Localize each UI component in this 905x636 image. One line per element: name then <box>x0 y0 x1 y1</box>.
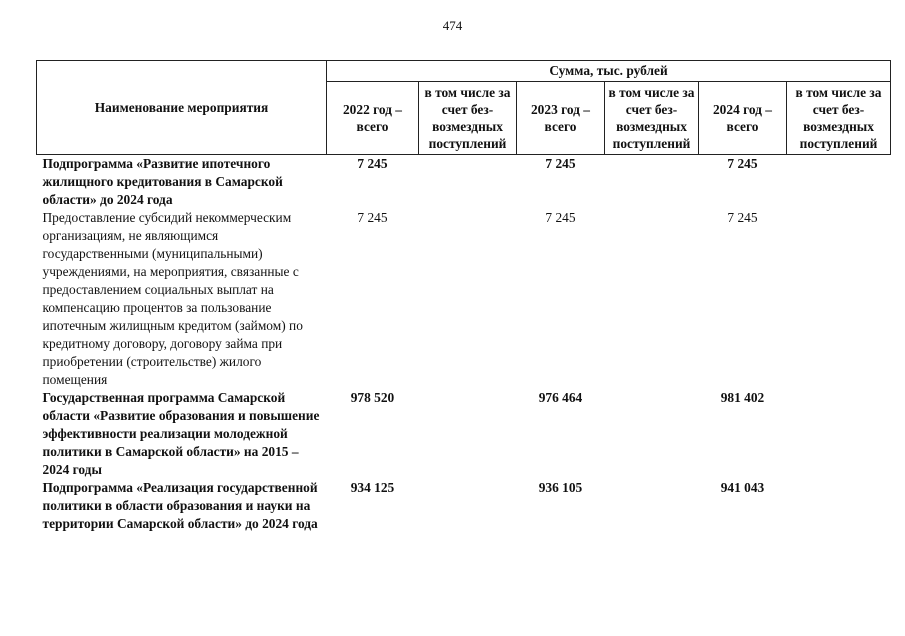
value-2022-total: 934 125 <box>350 480 395 495</box>
table-row <box>37 155 891 210</box>
column-header-2022-grants: в том числе за счет без-возмездных поступлений <box>419 82 517 155</box>
name-column-header: Наименование мероприятия <box>37 61 327 155</box>
value-2023-total: 936 105 <box>538 480 583 495</box>
value-2023-grants <box>605 209 699 389</box>
value-2022-grants <box>419 209 517 389</box>
table-row <box>37 479 891 533</box>
value-2023-total: 7 245 <box>545 156 576 171</box>
value-2024-total: 941 043 <box>720 480 765 495</box>
value-2024-total: 981 402 <box>720 390 765 405</box>
row-name: Предоставление субсидий некоммерческим организациям, не являющимся государственными (муниципальными) учреждениями, на мероприятия, связанные с предоставлением социальных выплат на компенсацию процентов за пользование ипотечным жилищным кредитом (займом) по кредитному договору, договору займа при приобретении (строительстве) жилого помещения <box>42 210 303 387</box>
budget-table <box>36 60 891 533</box>
value-2022-total: 7 245 <box>357 210 388 225</box>
value-2024-grants <box>787 209 891 389</box>
column-header-2024-grants: в том числе за счет без-возмездных поступлений <box>787 82 891 155</box>
column-header-2023-total: 2023 год – всего <box>517 82 605 155</box>
value-2024-total: 7 245 <box>727 210 758 225</box>
column-header-2023-grants: в том числе за счет без-возмездных поступлений <box>605 82 699 155</box>
value-2022-total: 7 245 <box>357 156 388 171</box>
value-2023-grants <box>605 389 699 479</box>
row-name: Государственная программа Самарской области «Развитие образования и повышение эффективности реализации молодежной политики в Самарской области» на 2015 – 2024 годы <box>42 390 320 477</box>
table-header <box>37 61 891 155</box>
table-row <box>37 389 891 479</box>
value-2024-grants <box>787 389 891 479</box>
value-2022-total: 978 520 <box>350 390 395 405</box>
row-name: Подпрограмма «Реализация государственной политики в области образования и науки на территории Самарской области» до 2024 года <box>42 480 318 531</box>
value-2023-total: 7 245 <box>545 210 576 225</box>
value-2022-grants <box>419 389 517 479</box>
value-2023-grants <box>605 479 699 533</box>
row-name: Подпрограмма «Развитие ипотечного жилищного кредитования в Самарской области» до 2024 года <box>42 156 283 207</box>
table-row <box>37 209 891 389</box>
page-number: 474 <box>442 18 463 33</box>
value-2023-grants <box>605 155 699 210</box>
value-2024-grants <box>787 479 891 533</box>
value-2024-grants <box>787 155 891 210</box>
value-2023-total: 976 464 <box>538 390 583 405</box>
column-header-2024-total: 2024 год – всего <box>699 82 787 155</box>
sum-header: Сумма, тыс. рублей <box>327 61 891 82</box>
value-2022-grants <box>419 479 517 533</box>
value-2024-total: 7 245 <box>727 156 758 171</box>
column-header-2022-total: 2022 год – всего <box>327 82 419 155</box>
value-2022-grants <box>419 155 517 210</box>
